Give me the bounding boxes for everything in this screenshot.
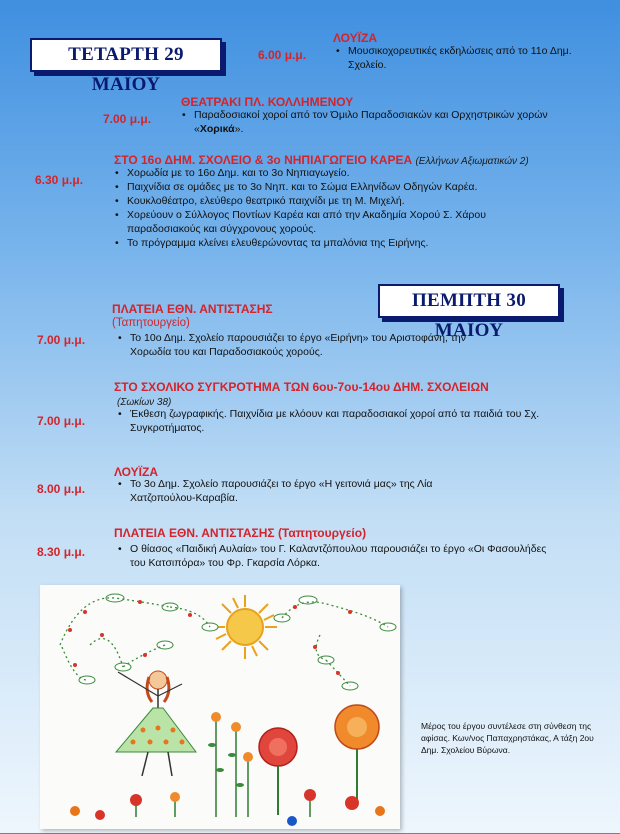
event-item: • Κουκλοθέατρο, ελεύθερο θεατρικό παιχνίδι με τη Μ. Μιχελή.: [115, 194, 545, 208]
day-heading-thursday: ΠΕΜΠΤΗ 30 ΜΑΪΟΥ: [378, 284, 560, 318]
sun-icon: [213, 595, 277, 659]
event-items-3: [115, 166, 545, 250]
event-time-2: 7.00 μ.μ.: [103, 112, 152, 126]
event-place-school-complex: ΣΤΟ ΣΧΟΛΙΚΟ ΣΥΓΚΡΟΤΗΜΑ ΤΩΝ 6ου-7ου-14ου ΔΗΜ. ΣΧΟΛΕΙΩΝ: [114, 380, 489, 394]
event-item: • Παραδοσιακοί χοροί από τον Όμιλο Παραδοσιακών και Ορχηστρικών χορών «Χορικά».: [182, 108, 592, 136]
event-item: • Μουσικοχορευτικές εκδηλώσεις από το 11ο Δημ. Σχολείο.: [336, 44, 576, 72]
event-time-6: 8.00 μ.μ.: [37, 482, 86, 496]
day-heading-wednesday: ΤΕΤΑΡΤΗ 29 ΜΑΪΟΥ: [30, 38, 222, 72]
event-item: • Χορεύουν ο Σύλλογος Ποντίων Καρέα και από την Ακαδημία Χορού Σ. Χάρου παραδοσιακούς και σύγχρονους χορούς.: [115, 208, 545, 236]
event-place-louiza-2: ΛΟΥΪΖΑ: [114, 465, 159, 479]
flower-red-icon: [259, 728, 297, 815]
event-place-theatraki: ΘΕΑΤΡΑΚΙ ΠΛ. ΚΟΛΛΗΜΕΝΟΥ: [181, 95, 354, 109]
event-item: • Το πρόγραμμα κλείνει ελευθερώνοντας τα μπαλόνια της Ειρήνης.: [115, 236, 545, 250]
event-items-1: [336, 44, 576, 72]
event-place-note: (Ελλήνων Αξιωματικών 2): [415, 156, 529, 167]
event-time-5: 7.00 μ.μ.: [37, 414, 86, 428]
drawing-illustration: [40, 585, 400, 829]
event-time-7: 8.30 μ.μ.: [37, 545, 86, 559]
drawing-caption: Μέρος του έργου συντέλεσε στη σύνθεση της αφίσας. Κων/νος Παπαχρηστάκας, Α τάξη 2ου Δημ. Σχολείου Βύρωνα.: [421, 721, 594, 755]
event-place-sub-2: (Σωκίων 38): [117, 397, 172, 408]
event-item: • Το 10ο Δημ. Σχολείο παρουσιάζει το έργο «Ειρήνη» του Αριστοφάνη, την Χορωδία του και Παραδοσιακούς χορούς.: [118, 331, 483, 359]
event-item: • Χορωδία με το 16ο Δημ. και το 3ο Νηπιαγωγείο.: [115, 166, 545, 180]
event-items-4: [118, 331, 483, 359]
child-drawing: [40, 585, 400, 829]
event-item: • Παιχνίδια σε ομάδες με το 3ο Νηπ. και το Σώμα Ελληνίδων Οδηγών Καρέα.: [115, 180, 545, 194]
event-item: • Ο θίασος «Παιδική Αυλαία» του Γ. Καλαντζόπουλου παρουσιάζει το έργο «Οι Φασουλήδες του Κατσιπόρα» του Φρ. Γκαρσία Λόρκα.: [118, 542, 548, 570]
girl-figure-icon: [116, 671, 196, 776]
event-items-2: [182, 108, 592, 136]
event-items-6: [118, 477, 488, 505]
event-place-plateia-2: ΠΛΑΤΕΙΑ ΕΘΝ. ΑΝΤΙΣΤΑΣΗΣ (Ταπητουργείο): [114, 526, 367, 540]
event-place-plateia-1: ΠΛΑΤΕΙΑ ΕΘΝ. ΑΝΤΙΣΤΑΣΗΣ: [112, 302, 273, 316]
event-items-7: [118, 542, 548, 570]
vine-hearts: [68, 600, 352, 675]
event-place-16th-school: ΣΤΟ 16ο ΔΗΜ. ΣΧΟΛΕΙΟ & 3ο ΝΗΠΙΑΓΩΓΕΙΟ ΚΑΡΕΑ (Ελλήνων Αξιωματικών 2): [114, 153, 529, 167]
event-place-sub-1: (Ταπητουργείο): [112, 317, 190, 329]
event-place-louiza-1: ΛΟΥΪΖΑ: [333, 31, 378, 45]
event-time-4: 7.00 μ.μ.: [37, 333, 86, 347]
event-time-1: 6.00 μ.μ.: [258, 48, 307, 62]
event-time-3: 6.30 μ.μ.: [35, 173, 84, 187]
flower-orange-icon: [335, 705, 379, 805]
event-item: • Έκθεση ζωγραφικής. Παιχνίδια με κλόουν και παραδοσιακοί χοροί από τα παιδιά του Σχ. Συγκροτήματος.: [118, 407, 548, 435]
event-item: • Το 3ο Δημ. Σχολείο παρουσιάζει το έργο «Η γειτονιά μας» της Λία Χατζοπούλου-Καραβία.: [118, 477, 488, 505]
event-items-5: [118, 407, 548, 435]
